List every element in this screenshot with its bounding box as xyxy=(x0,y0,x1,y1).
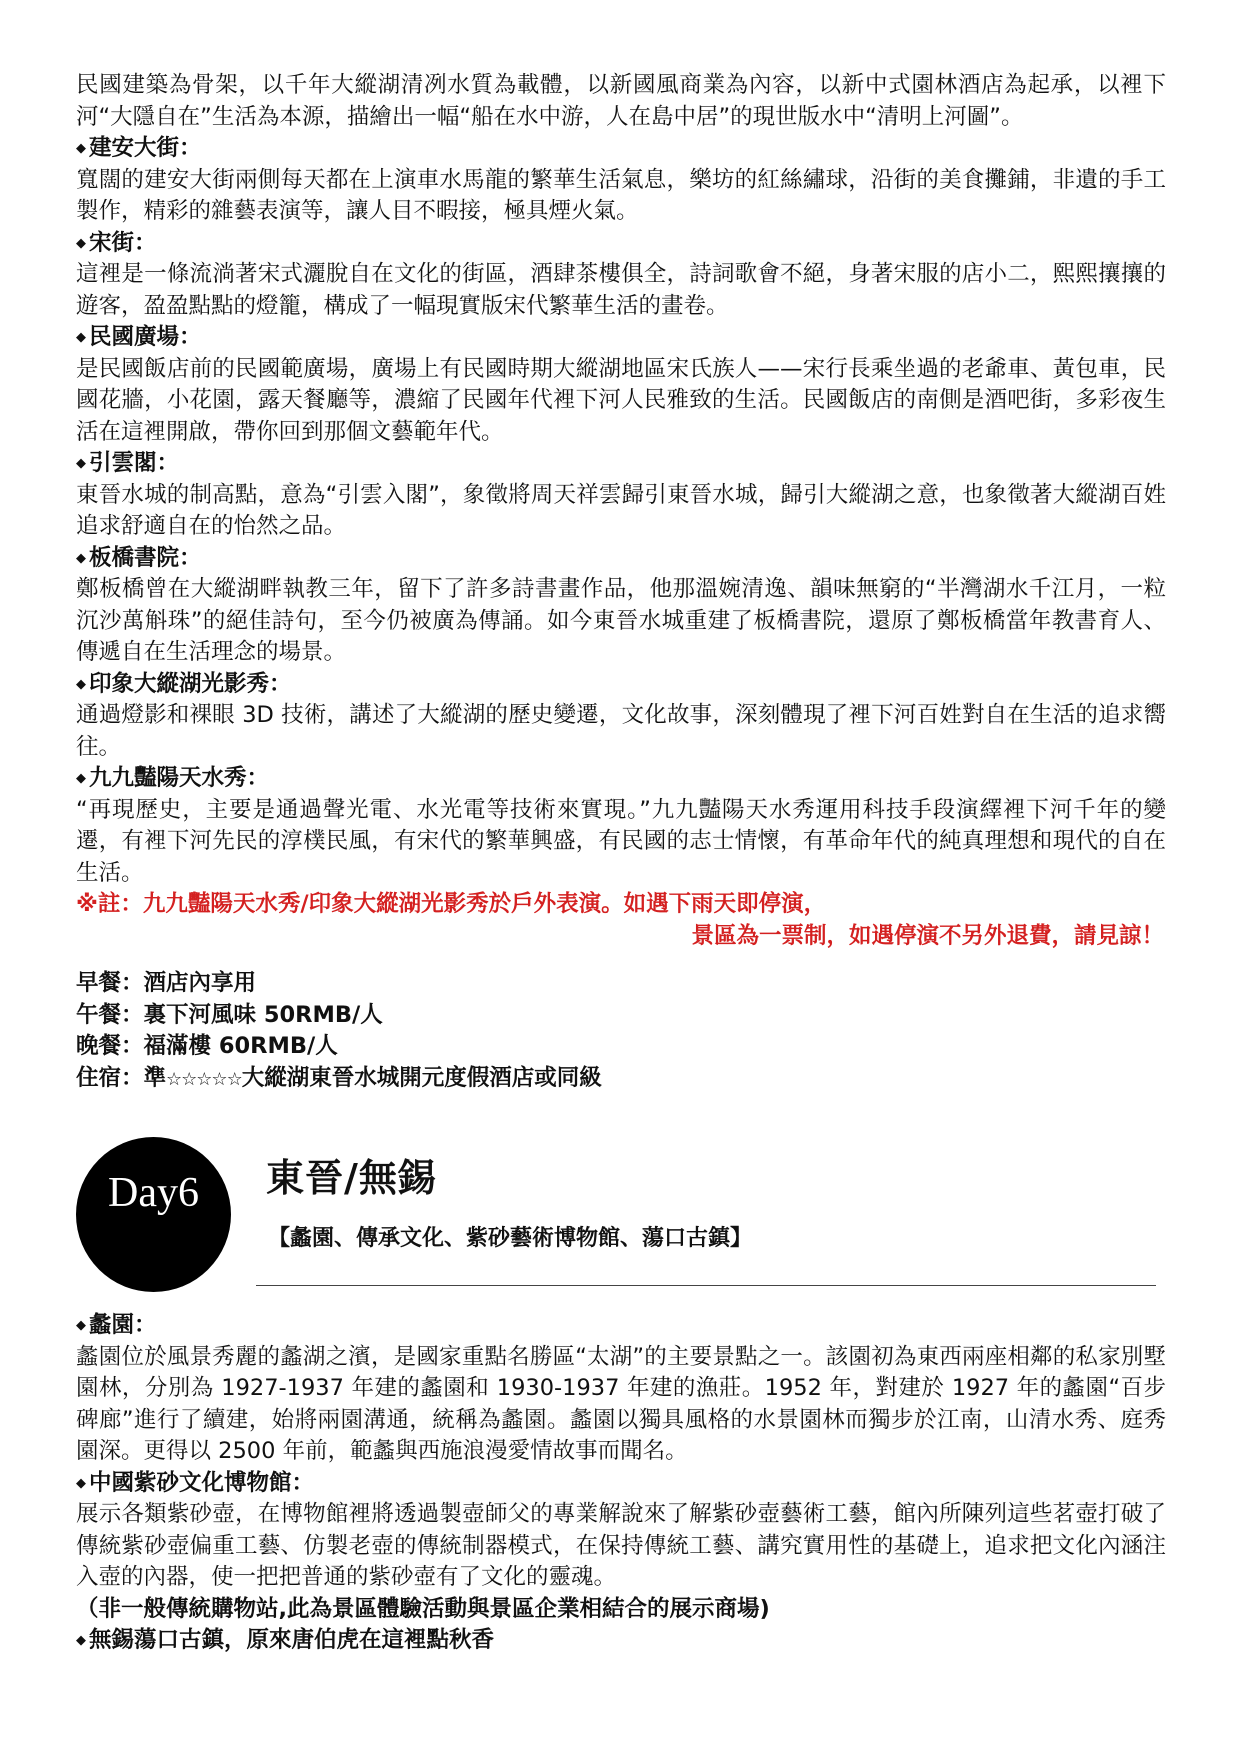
section-minguo-square xyxy=(76,322,1166,448)
section-liyuan xyxy=(76,1310,1166,1468)
section-body: “再現歷史，主要是通過聲光電、水光電等技術來實現。”九九豔陽天水秀運用科技手段演繹裡下河千年的變遷，有裡下河先民的淳樸民風，有宋代的繁華興盛，有民國的志士情懷，有革命年代的純真理想和現代的自在生活。 xyxy=(76,796,1166,886)
day6-content xyxy=(76,1310,1166,1657)
section-heading: ◆ 九九豔陽天水秀： xyxy=(76,765,270,791)
section-body: 東晉水城的制高點，意為“引雲入閣”，象徵將周天祥雲歸引東晉水城，歸引大縱湖之意，也象徵著大縱湖百姓追求舒適自在的怡然之品。 xyxy=(76,481,1166,539)
day-badge xyxy=(76,1137,231,1292)
section-body: 蠡園位於風景秀麗的蠡湖之濱，是國家重點名勝區“太湖”的主要景點之一。該園初為東西兩座相鄰的私家別墅園林，分別為 1927-1937 年建的蠡園和 1930-1937 年建的漁莊。1952 年，對建於 1927 年的蠡園“百步碑廊”進行了續建，始將兩園溝通，統稱為蠡園。蠡園以獨具風格的水景園林而獨步於江南，山清水秀、庭秀園深。更得以 2500 年前，範蠡與西施浪漫愛情故事而聞名。 xyxy=(76,1343,1166,1464)
diamond-bullet-icon: ◆ xyxy=(76,771,86,786)
day-subtitle: 【蠡園、傳承文化、紫砂藝術博物館、蕩口古鎮】 xyxy=(268,1226,753,1251)
refund-note: 景區為一票制，如遇停演不另外退費，請見諒！ xyxy=(691,922,1164,949)
diamond-bullet-icon: ◆ xyxy=(76,235,86,251)
section-zisha-museum xyxy=(76,1468,1166,1594)
diamond-bullet-icon: ◆ xyxy=(76,456,86,471)
day-badge-label: Day6 xyxy=(108,1170,199,1216)
lunch-line: 午餐：裏下河風味 50RMB/人 xyxy=(76,1001,383,1028)
section-heading: ◆ 宋街： xyxy=(76,229,157,256)
divider xyxy=(256,1285,1156,1286)
diamond-bullet-icon: ◆ xyxy=(76,1318,86,1333)
outdoor-show-note: ※註：九九豔陽天水秀/印象大縱湖光影秀於戶外表演。如遇下雨天即停演， xyxy=(76,891,827,917)
section-heading: ◆ 民國廣場： xyxy=(76,324,202,350)
section-songjie xyxy=(76,228,1166,323)
itinerary-page xyxy=(76,70,1166,1657)
star-rating-icon: ☆☆☆☆☆ xyxy=(166,1068,242,1090)
diamond-bullet-icon: ◆ xyxy=(76,550,86,566)
lodging-line: 住宿：準☆☆☆☆☆大縱湖東晉水城開元度假酒店或同級 xyxy=(76,1064,602,1091)
dinner-line: 晚餐：福滿樓 60RMB/人 xyxy=(76,1033,338,1059)
diamond-bullet-icon: ◆ xyxy=(76,1475,86,1491)
section-heading: ◆ 中國紫砂文化博物館： xyxy=(76,1469,315,1496)
diamond-bullet-icon: ◆ xyxy=(76,676,86,692)
section-body: 鄭板橋曾在大縱湖畔執教三年，留下了許多詩書畫作品，他那溫婉清逸、韻味無窮的“半灣湖水千江月，一粒沉沙萬斛珠”的絕佳詩句，至今仍被廣為傳誦。如今東晉水城重建了板橋書院，還原了鄭板橋當年教書育人、傳遞自在生活理念的場景。 xyxy=(76,576,1166,665)
section-body: 是民國飯店前的民國範廣場，廣場上有民國時期大縱湖地區宋氏族人——宋行長乘坐過的老爺車、黃包車，民國花牆，小花園，露天餐廳等，濃縮了民國年代裡下河人民雅致的生活。民國飯店的南側是酒吧街，多彩夜生活在這裡開啟，帶你回到那個文藝範年代。 xyxy=(76,355,1166,445)
section-body: 寬闊的建安大街兩側每天都在上演車水馬龍的繁華生活氣息，樂坊的紅絲繡球，沿街的美食攤鋪，非遺的手工製作，精彩的雜藝表演等，讓人目不暇接，極具煙火氣。 xyxy=(76,166,1166,224)
section-light-show xyxy=(76,669,1166,764)
section-banqiao-academy xyxy=(76,543,1166,669)
meals-block xyxy=(76,968,1166,1095)
section-heading: ◆ 印象大縱湖光影秀： xyxy=(76,670,292,697)
section-heading: ◆ 無錫蕩口古鎮，原來唐伯虎在這裡點秋香 xyxy=(76,1627,495,1653)
diamond-bullet-icon: ◆ xyxy=(76,330,86,345)
section-body: 展示各類紫砂壺，在博物館裡將透過製壺師父的專業解說來了解紫砂壺藝術工藝，館內所陳列這些茗壺打破了傳統紫砂壺偏重工藝、仿製老壺的傳統制器模式，在保持傳統工藝、講究實用性的基礎上，追求把文化內涵注入壺的內器，使一把把普通的紫砂壺有了文化的靈魂。 xyxy=(76,1501,1166,1590)
day6-header xyxy=(76,1137,1166,1282)
section-jianan xyxy=(76,133,1166,228)
shop-note: （非一般傳統購物站,此為景區體驗活動與景區企業相結合的展示商場) xyxy=(76,1595,770,1622)
section-water-show xyxy=(76,763,1166,889)
section-body: 這裡是一條流淌著宋式灑脫自在文化的街區，酒肆茶樓俱全，詩詞歌會不絕，身著宋服的店小二，熙熙攘攘的遊客，盈盈點點的燈籠，構成了一幅現實版宋代繁華生活的畫卷。 xyxy=(76,261,1166,319)
section-body: 通過燈影和裸眼 3D 技術，講述了大縱湖的歷史變遷，文化故事，深刻體現了裡下河百姓對自在生活的追求嚮往。 xyxy=(76,702,1166,760)
section-heading: ◆ 蠡園： xyxy=(76,1312,157,1338)
diamond-bullet-icon: ◆ xyxy=(76,1633,86,1648)
section-yinyun-pavilion xyxy=(76,448,1166,543)
section-heading: ◆ 引雲閣： xyxy=(76,450,180,476)
section-heading: ◆ 板橋書院： xyxy=(76,544,202,571)
breakfast-line: 早餐：酒店內享用 xyxy=(76,970,257,996)
day-title: 東晉/無錫 xyxy=(266,1156,437,1200)
section-heading: ◆ 建安大街： xyxy=(76,135,202,161)
diamond-bullet-icon: ◆ xyxy=(76,141,86,156)
intro-paragraph: 民國建築為骨架，以千年大縱湖清冽水質為載體，以新國風商業為內容，以新中式園林酒店為起承，以裡下河“大隱自在”生活為本源，描繪出一幅“船在水中游，人在島中居”的現世版水中“清明上河圖”。 xyxy=(76,72,1166,130)
